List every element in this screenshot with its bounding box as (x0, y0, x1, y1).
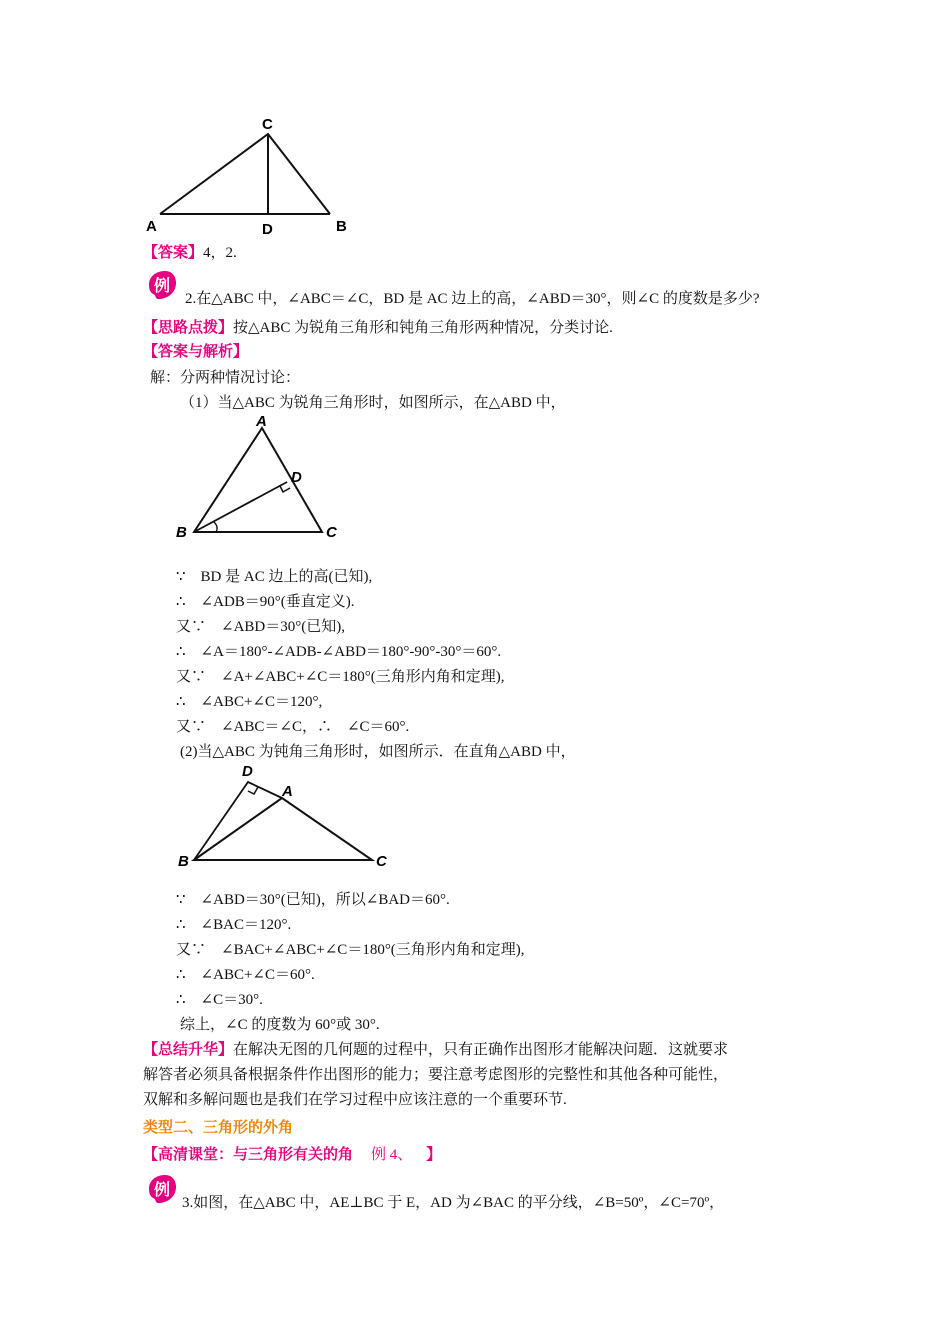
answer-tag: 【答案】 (143, 245, 204, 261)
label-A: A (256, 413, 267, 430)
label-D: D (242, 763, 253, 780)
hint-tag: 【思路点拨】 (143, 320, 234, 336)
summary-line-2: 解答者必须具备根据条件作出图形的能力；要注意考虑图形的完整性和其他各种可能性， (143, 1067, 729, 1083)
summary-line-1: 【总结升华】在解决无图的几何题的过程中，只有正确作出图形才能解决问题．这就要求 (143, 1042, 729, 1058)
label-D: D (262, 221, 273, 238)
example-badge-icon (145, 268, 179, 302)
hint (143, 321, 613, 336)
case2-line-5: ∴ ∠C＝30°. (176, 992, 263, 1008)
type-2-heading: 类型二、三角形的外角 (143, 1119, 294, 1136)
answer-text: 4，2. (203, 245, 237, 261)
label-B: B (176, 524, 187, 541)
solution-intro: 解：分两种情况讨论： (150, 370, 301, 386)
hd-classroom-tag: 【高清课堂：与三角形有关的角 例 4、 】 (143, 1146, 442, 1163)
svg-text:例: 例 (154, 278, 171, 295)
label-B: B (336, 218, 347, 235)
case2-line-1: ∵ ∠ABD＝30°(已知)，所以∠BAD＝60°. (176, 892, 450, 908)
question-2: 2.在△ABC 中，∠ABC＝∠C，BD 是 AC 边上的高，∠ABD＝30°，则∠C 的度数是多少? (185, 291, 760, 307)
case1-line-4: ∴ ∠A＝180°-∠ADB-∠ABD＝180°-90°-30°＝60°. (176, 644, 502, 660)
label-C: C (376, 853, 387, 870)
case1-line-5: 又∵ ∠A+∠ABC+∠C＝180°(三角形内角和定理), (176, 669, 505, 685)
case1-line-1: ∵ BD 是 AC 边上的高(已知), (176, 569, 373, 585)
label-A: A (282, 783, 293, 800)
figure-acute-triangle (170, 410, 350, 545)
case2-line-4: ∴ ∠ABC+∠C＝60°. (176, 967, 315, 983)
label-C: C (326, 524, 337, 541)
label-D: D (291, 469, 302, 486)
analysis-tag: 【答案与解析】 (143, 344, 249, 360)
case1-line-3: 又∵ ∠ABD＝30°(已知), (176, 619, 345, 635)
figure-obtuse-triangle (170, 760, 400, 870)
case2-line-3: 又∵ ∠BAC+∠ABC+∠C＝180°(三角形内角和定理), (176, 942, 525, 958)
case1-line-6: ∴ ∠ABC+∠C＝120°, (176, 694, 323, 710)
label-A: A (146, 218, 157, 235)
summary-tag: 【总结升华】 (143, 1042, 234, 1058)
case1-line-2: ∴ ∠ADB＝90°(垂直定义). (176, 594, 355, 610)
label-B: B (178, 853, 189, 870)
question-3: 3.如图，在△ABC 中，AE⊥BC 于 E，AD 为∠BAC 的平分线，∠B=50º，∠C=70º， (182, 1195, 725, 1211)
figure-triangle-1 (140, 110, 370, 240)
hint-text: 按△ABC 为锐角三角形和钝角三角形两种情况，分类讨论. (233, 320, 613, 336)
example-badge-icon (145, 1172, 179, 1206)
case1-line-7: 又∵ ∠ABC＝∠C，∴ ∠C＝60°. (176, 719, 410, 735)
case-2-heading: (2)当△ABC 为钝角三角形时，如图所示．在直角△ABD 中， (180, 744, 576, 760)
label-C: C (262, 116, 273, 133)
conclusion: 综上，∠C 的度数为 60°或 30°. (180, 1017, 380, 1033)
summary-line-3: 双解和多解问题也是我们在学习过程中应该注意的一个重要环节. (143, 1092, 567, 1108)
svg-text:例: 例 (154, 1182, 171, 1199)
case-1-heading: （1）当△ABC 为锐角三角形时，如图所示，在△ABD 中， (180, 395, 566, 411)
answer-1 (143, 246, 237, 261)
case2-line-2: ∴ ∠BAC＝120°. (176, 917, 292, 933)
